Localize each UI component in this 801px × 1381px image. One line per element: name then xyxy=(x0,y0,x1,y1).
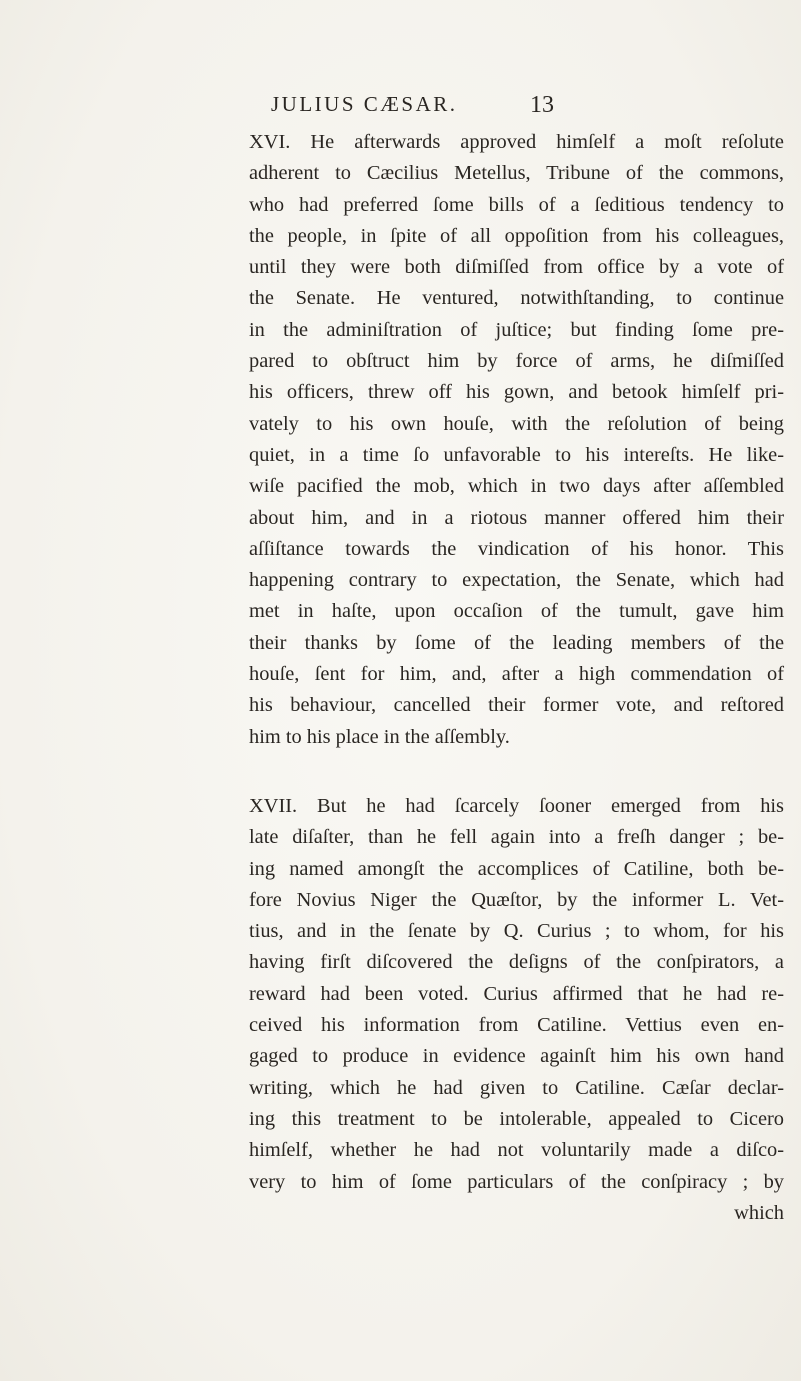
running-head xyxy=(0,92,801,122)
text-line: ceived his information from Catiline. Vettius even en- xyxy=(249,1014,784,1037)
text-line: reward had been voted. Curius affirmed that he had re- xyxy=(249,982,784,1005)
text-line: him to his place in the aſſembly. xyxy=(249,725,510,748)
text-line: himſelf, whether he had not voluntarily made a diſco- xyxy=(249,1139,784,1162)
paragraph-xvi xyxy=(249,127,799,753)
text-line: aſſiſtance towards the vindication of his honor. This xyxy=(249,537,784,560)
text-line: his officers, threw off his gown, and betook himſelf pri- xyxy=(249,381,784,404)
text-line: wiſe pacified the mob, which in two days after aſſembled xyxy=(249,475,784,498)
text-line: who had preferred ſome bills of a ſeditious tendency to xyxy=(249,193,784,216)
text-line: vately to his own houſe, with the reſolution of being xyxy=(249,412,784,435)
text-line: their thanks by ſome of the leading members of the xyxy=(249,631,784,654)
text-line: very to him of ſome particulars of the conſpiracy ; by xyxy=(249,1170,784,1193)
paragraph-xvii xyxy=(249,791,799,1198)
text-line: the Senate. He ventured, notwithſtanding, to continue xyxy=(249,287,784,310)
text-line: houſe, ſent for him, and, after a high commendation of xyxy=(249,663,784,686)
text-line: until they were both diſmiſſed from office by a vote of xyxy=(249,256,784,279)
text-line: ing this treatment to be intolerable, appealed to Cicero xyxy=(249,1107,784,1130)
text-line: tius, and in the ſenate by Q. Curius ; to whom, for his xyxy=(249,920,784,943)
text-line: XVI. He afterwards approved himſelf a moſt reſolute xyxy=(249,131,784,153)
text-line: his behaviour, cancelled their former vote, and reſtored xyxy=(249,694,784,717)
text-line: met in haſte, upon occaſion of the tumult, gave him xyxy=(249,600,784,623)
text-line: quiet, in a time ſo unfavorable to his intereſts. He like- xyxy=(249,443,784,466)
running-title: JULIUS CÆSAR. xyxy=(271,92,458,116)
body-text xyxy=(249,127,799,1229)
page-number: 13 xyxy=(530,92,554,118)
text-line: having firſt diſcovered the deſigns of the conſpirators, a xyxy=(249,951,784,974)
text-line: XVII. But he had ſcarcely ſooner emerged from his xyxy=(249,794,784,817)
paragraph-spacer xyxy=(249,753,799,791)
text-line: gaged to produce in evidence againſt him his own hand xyxy=(249,1045,784,1068)
text-line: about him, and in a riotous manner offered him their xyxy=(249,506,784,529)
text-line: late diſaſter, than he fell again into a freſh danger ; be- xyxy=(249,826,784,849)
text-line: in the adminiſtration of juſtice; but finding ſome pre- xyxy=(249,318,784,341)
text-line: the people, in ſpite of all oppoſition from his colleagues, xyxy=(249,224,784,247)
text-line: adherent to Cæcilius Metellus, Tribune of the commons, xyxy=(249,162,784,185)
catchword: which xyxy=(734,1201,784,1224)
text-line: writing, which he had given to Catiline. Cæſar declar- xyxy=(249,1076,784,1099)
text-line: happening contrary to expectation, the Senate, which had xyxy=(249,569,784,592)
text-line: pared to obſtruct him by force of arms, he diſmiſſed xyxy=(249,350,784,373)
text-line: fore Novius Niger the Quæſtor, by the informer L. Vet- xyxy=(249,888,784,911)
text-line: ing named amongſt the accomplices of Catiline, both be- xyxy=(249,857,784,880)
